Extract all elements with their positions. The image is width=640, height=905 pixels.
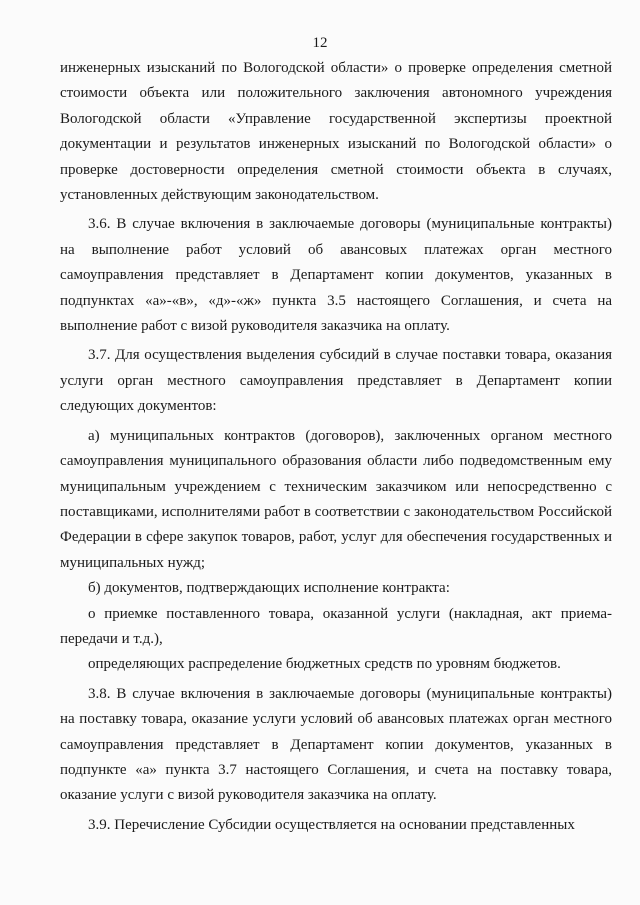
paragraph-3-7-b: б) документов, подтверждающих исполнение контракта: xyxy=(88,580,450,597)
paragraph-3-9: 3.9. Перечисление Субсидии осуществляется на основании представленных xyxy=(88,816,575,833)
paragraph-3-8: 3.8. В случае включения в заключаемые договоры (муниципальные контракты) на поставку товара, оказание услуги условий об авансовых платежах орган местного самоуправления представляет в Департамент копии документов, указанных в подпункте «а» пункта 3.7 настоящего Соглашения, и счета на поставку товара, оказание услуги с визой руководителя заказчика на оплату. xyxy=(60,685,612,804)
paragraph-continuation: инженерных изысканий по Вологодской области» о проверке определения сметной стоимости объекта или положительного заключения автономного учреждения Вологодской области «Управление государственной экспертизы проектной документации и результатов инженерных изысканий по Вологодской области» о проверке достоверности определения сметной стоимости объекта в случаях, установленных действующим законодательством. xyxy=(60,60,612,204)
paragraph-acceptance: о приемке поставленного товара, оказанной услуги (накладная, акт приема-передачи и т.д.), xyxy=(60,605,612,647)
page-number: 12 xyxy=(312,35,328,51)
paragraph-3-7-a: а) муниципальных контрактов (договоров), заключенных органом местного самоуправления муниципального образования области либо подведомственным ему муниципальным учреждением с техническим заказчиком или непосредственно с поставщиками, исполнителями работ в соответствии с законодательством Российской Федерации в сфере закупок товаров, работ, услуг для обеспечения государственных и муниципальных нужд; xyxy=(60,427,612,571)
paragraph-3-7: 3.7. Для осуществления выделения субсидий в случае поставки товара, оказания услуги орган местного самоуправления представляет в Департамент копии следующих документов: xyxy=(60,347,612,415)
paragraph-3-6: 3.6. В случае включения в заключаемые договоры (муниципальные контракты) на выполнение работ условий об авансовых платежах орган местного самоуправления представляет в Департамент копии документов, указанных в подпунктах «а»-«в», «д»-«ж» пункта 3.5 настоящего Соглашения, и счета на выполнение работ с визой руководителя заказчика на оплату. xyxy=(60,216,612,335)
paragraph-budget-distribution: определяющих распределение бюджетных средств по уровням бюджетов. xyxy=(88,656,561,673)
document-body xyxy=(60,56,612,838)
